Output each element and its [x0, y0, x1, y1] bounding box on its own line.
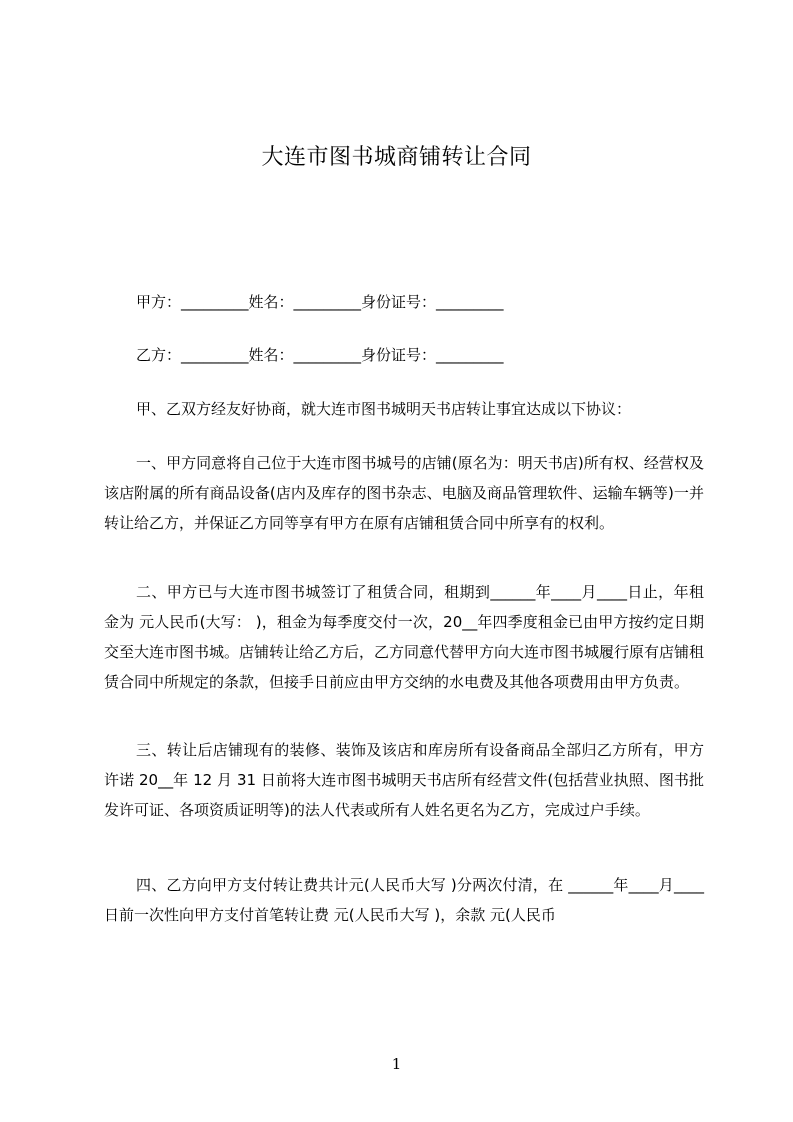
party-b-line: 乙方：_________姓名：_________身份证号：_________	[136, 346, 504, 364]
clause-4: 四、乙方向甲方支付转让费共计元(人民币大写 )分两次付清，在 ______年____月____日前一次性向甲方支付首笔转让费 元(人民币大写 )，余款 元(人民币	[104, 876, 704, 924]
document-title: 大连市图书城商铺转让合同	[261, 145, 532, 170]
clause-2: 二、甲方已与大连市图书城签订了租赁合同，租期到______年____月____日止，年租金为 元人民币(大写： )，租金为每季度交付一次，20__年四季度租金已由甲方按约定日期交至大连市图书城。店铺转让给乙方后，乙方同意代替甲方向大连市图书城履行原有店铺租赁合同中所规定的条款，但接手日前应由甲方交纳的水电费及其他各项费用由甲方负责。	[104, 583, 705, 691]
clause-3: 三、转让后店铺现有的装修、装饰及该店和库房所有设备商品全部归乙方所有，甲方许诺 20__年 12 月 31 日前将大连市图书城明天书店所有经营文件(包括营业执照、图书批发许可证、各项资质证明等)的法人代表或所有人姓名更名为乙方，完成过户手续。	[104, 741, 704, 819]
intro-paragraph: 甲、乙双方经友好协商，就大连市图书城明天书店转让事宜达成以下协议：	[136, 400, 632, 418]
party-a-line: 甲方：_________姓名：_________身份证号：_________	[136, 293, 504, 311]
page-number: 1	[391, 1055, 402, 1073]
clause-1: 一、甲方同意将自己位于大连市图书城号的店铺(原名为：明天书店)所有权、经营权及该店附属的所有商品设备(店内及库存的图书杂志、电脑及商品管理软件、运输车辆等)一并转让给乙方，并保证乙方同等享有甲方在原有店铺租赁合同中所享有的权利。	[104, 454, 704, 532]
